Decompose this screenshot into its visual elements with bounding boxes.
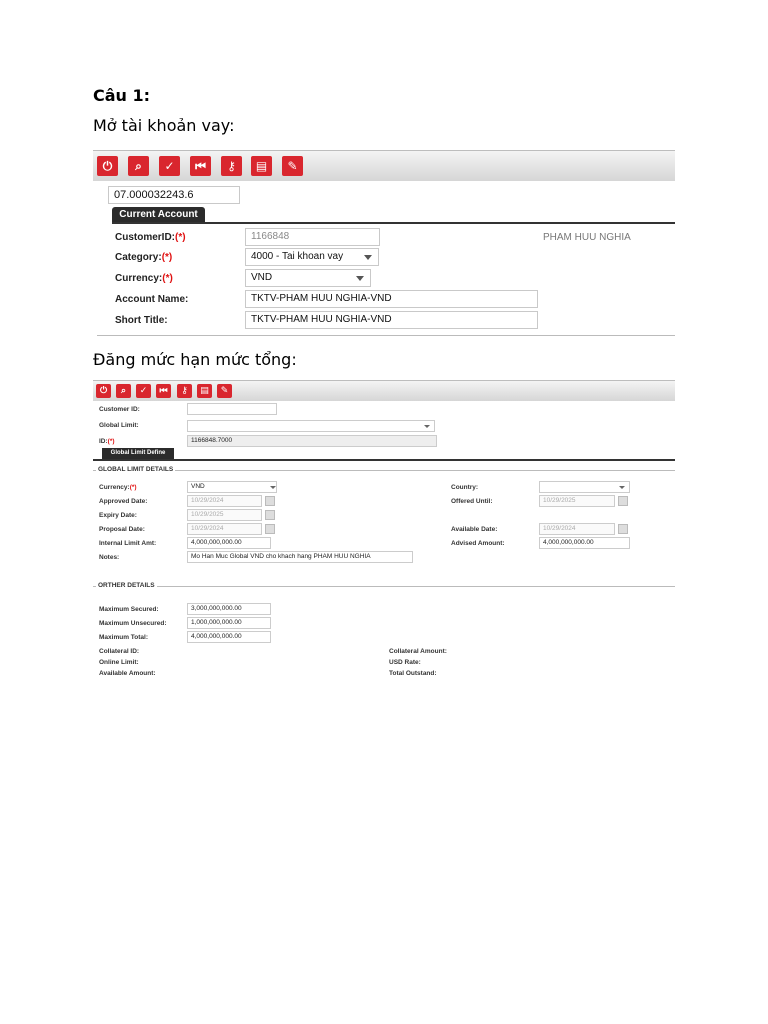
chevron-down-icon (619, 486, 625, 489)
collateral-amount-label: Collateral Amount: (389, 648, 447, 655)
key-icon[interactable]: ⚷ (221, 156, 242, 176)
account-name-label: Account Name: (115, 294, 189, 305)
delete-icon[interactable]: ✎ (282, 156, 303, 176)
approved-date-input[interactable]: 10/29/2024 (187, 495, 262, 507)
max-unsecured-input[interactable]: 1,000,000,000.00 (187, 617, 271, 629)
currency-label: Currency:(*) (115, 273, 173, 284)
id-label: ID:(*) (99, 438, 115, 445)
validate-icon[interactable]: ✓ (159, 156, 180, 176)
proposal-date-label: Proposal Date: (99, 526, 145, 533)
currency-select[interactable]: VND (187, 481, 277, 493)
validate-icon[interactable]: ✓ (136, 384, 151, 398)
global-limit-select[interactable] (187, 420, 435, 432)
section-divider (93, 470, 675, 471)
online-limit-label: Online Limit: (99, 659, 139, 666)
total-outstand-label: Total Outstand: (389, 670, 437, 677)
expiry-date-input[interactable]: 10/29/2025 (187, 509, 262, 521)
available-amount-label: Available Amount: (99, 670, 156, 677)
currency-select[interactable]: VND (245, 269, 371, 287)
offered-until-input[interactable]: 10/29/2025 (539, 495, 615, 507)
calendar-icon[interactable] (265, 496, 275, 506)
commit-icon[interactable]: ⏻ (97, 156, 118, 176)
back-icon[interactable]: ⏮ (156, 384, 171, 398)
tab-underline (112, 222, 675, 224)
print-icon[interactable]: ▤ (251, 156, 272, 176)
max-unsecured-label: Maximum Unsecured: (99, 620, 167, 627)
offered-until-label: Offered Until: (451, 498, 493, 505)
tab-underline (93, 459, 675, 461)
tab-global-limit-define[interactable]: Global Limit Define (102, 448, 174, 459)
chevron-down-icon (424, 425, 430, 428)
max-total-input[interactable]: 4,000,000,000.00 (187, 631, 271, 643)
calendar-icon[interactable] (265, 524, 275, 534)
commit-icon[interactable]: ⏻ (96, 384, 111, 398)
currency-label: Currency:(*) (99, 484, 137, 491)
customer-id-label: CustomerID:(*) (115, 232, 186, 243)
tab-current-account[interactable]: Current Account (112, 207, 205, 223)
chevron-down-icon (270, 486, 276, 489)
available-date-input[interactable]: 10/29/2024 (539, 523, 615, 535)
advised-amount-label: Advised Amount: (451, 540, 505, 547)
global-limit-details-title: GLOBAL LIMIT DETAILS (98, 466, 174, 473)
notes-input[interactable]: Mo Han Muc Global VND cho khach hang PHAM HUU NGHIA (187, 551, 413, 563)
internal-limit-label: Internal Limit Amt: (99, 540, 157, 547)
print-icon[interactable]: ▤ (197, 384, 212, 398)
short-title-input[interactable]: TKTV-PHAM HUU NGHIA-VND (245, 311, 538, 329)
customer-id-input[interactable] (187, 403, 277, 415)
toolbar (93, 380, 675, 401)
screenshot-current-account (93, 150, 675, 338)
available-date-label: Available Date: (451, 526, 498, 533)
global-limit-label: Global Limit: (99, 422, 139, 429)
usd-rate-label: USD Rate: (389, 659, 421, 666)
category-label: Category:(*) (115, 252, 173, 263)
customer-id-input[interactable]: 1166848 (245, 228, 380, 246)
calendar-icon[interactable] (265, 510, 275, 520)
internal-limit-input[interactable]: 4,000,000,000.00 (187, 537, 271, 549)
notes-label: Notes: (99, 554, 120, 561)
chevron-down-icon (356, 276, 364, 281)
section-title-global-limit: Đăng mức hạn mức tổng: (93, 350, 297, 369)
calendar-icon[interactable] (618, 496, 628, 506)
search-icon[interactable]: ⌕ (128, 156, 149, 176)
chevron-down-icon (364, 255, 372, 260)
section-title-open-loan-account: Mở tài khoản vay: (93, 116, 235, 135)
section-divider (93, 586, 675, 587)
approved-date-label: Approved Date: (99, 498, 148, 505)
country-select[interactable] (539, 481, 630, 493)
delete-icon[interactable]: ✎ (217, 384, 232, 398)
account-name-input[interactable]: TKTV-PHAM HUU NGHIA-VND (245, 290, 538, 308)
collateral-id-label: Collateral ID: (99, 648, 140, 655)
customer-name: PHAM HUU NGHIA (543, 232, 631, 243)
expiry-date-label: Expiry Date: (99, 512, 137, 519)
other-details-title: ORTHER DETAILS (98, 582, 155, 589)
advised-amount-input[interactable]: 4,000,000,000.00 (539, 537, 630, 549)
key-icon[interactable]: ⚷ (177, 384, 192, 398)
search-icon[interactable]: ⌕ (116, 384, 131, 398)
bottom-divider (97, 335, 675, 336)
calendar-icon[interactable] (618, 524, 628, 534)
id-input[interactable]: 1166848.7000 (187, 435, 437, 447)
short-title-label: Short Title: (115, 315, 168, 326)
proposal-date-input[interactable]: 10/29/2024 (187, 523, 262, 535)
back-icon[interactable]: ⏮ (190, 156, 211, 176)
customer-id-label: Customer ID: (99, 406, 140, 413)
max-total-label: Maximum Total: (99, 634, 148, 641)
account-number-input[interactable]: 07.000032243.6 (108, 186, 240, 204)
toolbar (93, 150, 675, 181)
question-heading: Câu 1: (93, 86, 151, 105)
country-label: Country: (451, 484, 479, 491)
screenshot-global-limit (93, 380, 675, 685)
max-secured-input[interactable]: 3,000,000,000.00 (187, 603, 271, 615)
max-secured-label: Maximum Secured: (99, 606, 159, 613)
category-select[interactable]: 4000 - Tai khoan vay (245, 248, 379, 266)
